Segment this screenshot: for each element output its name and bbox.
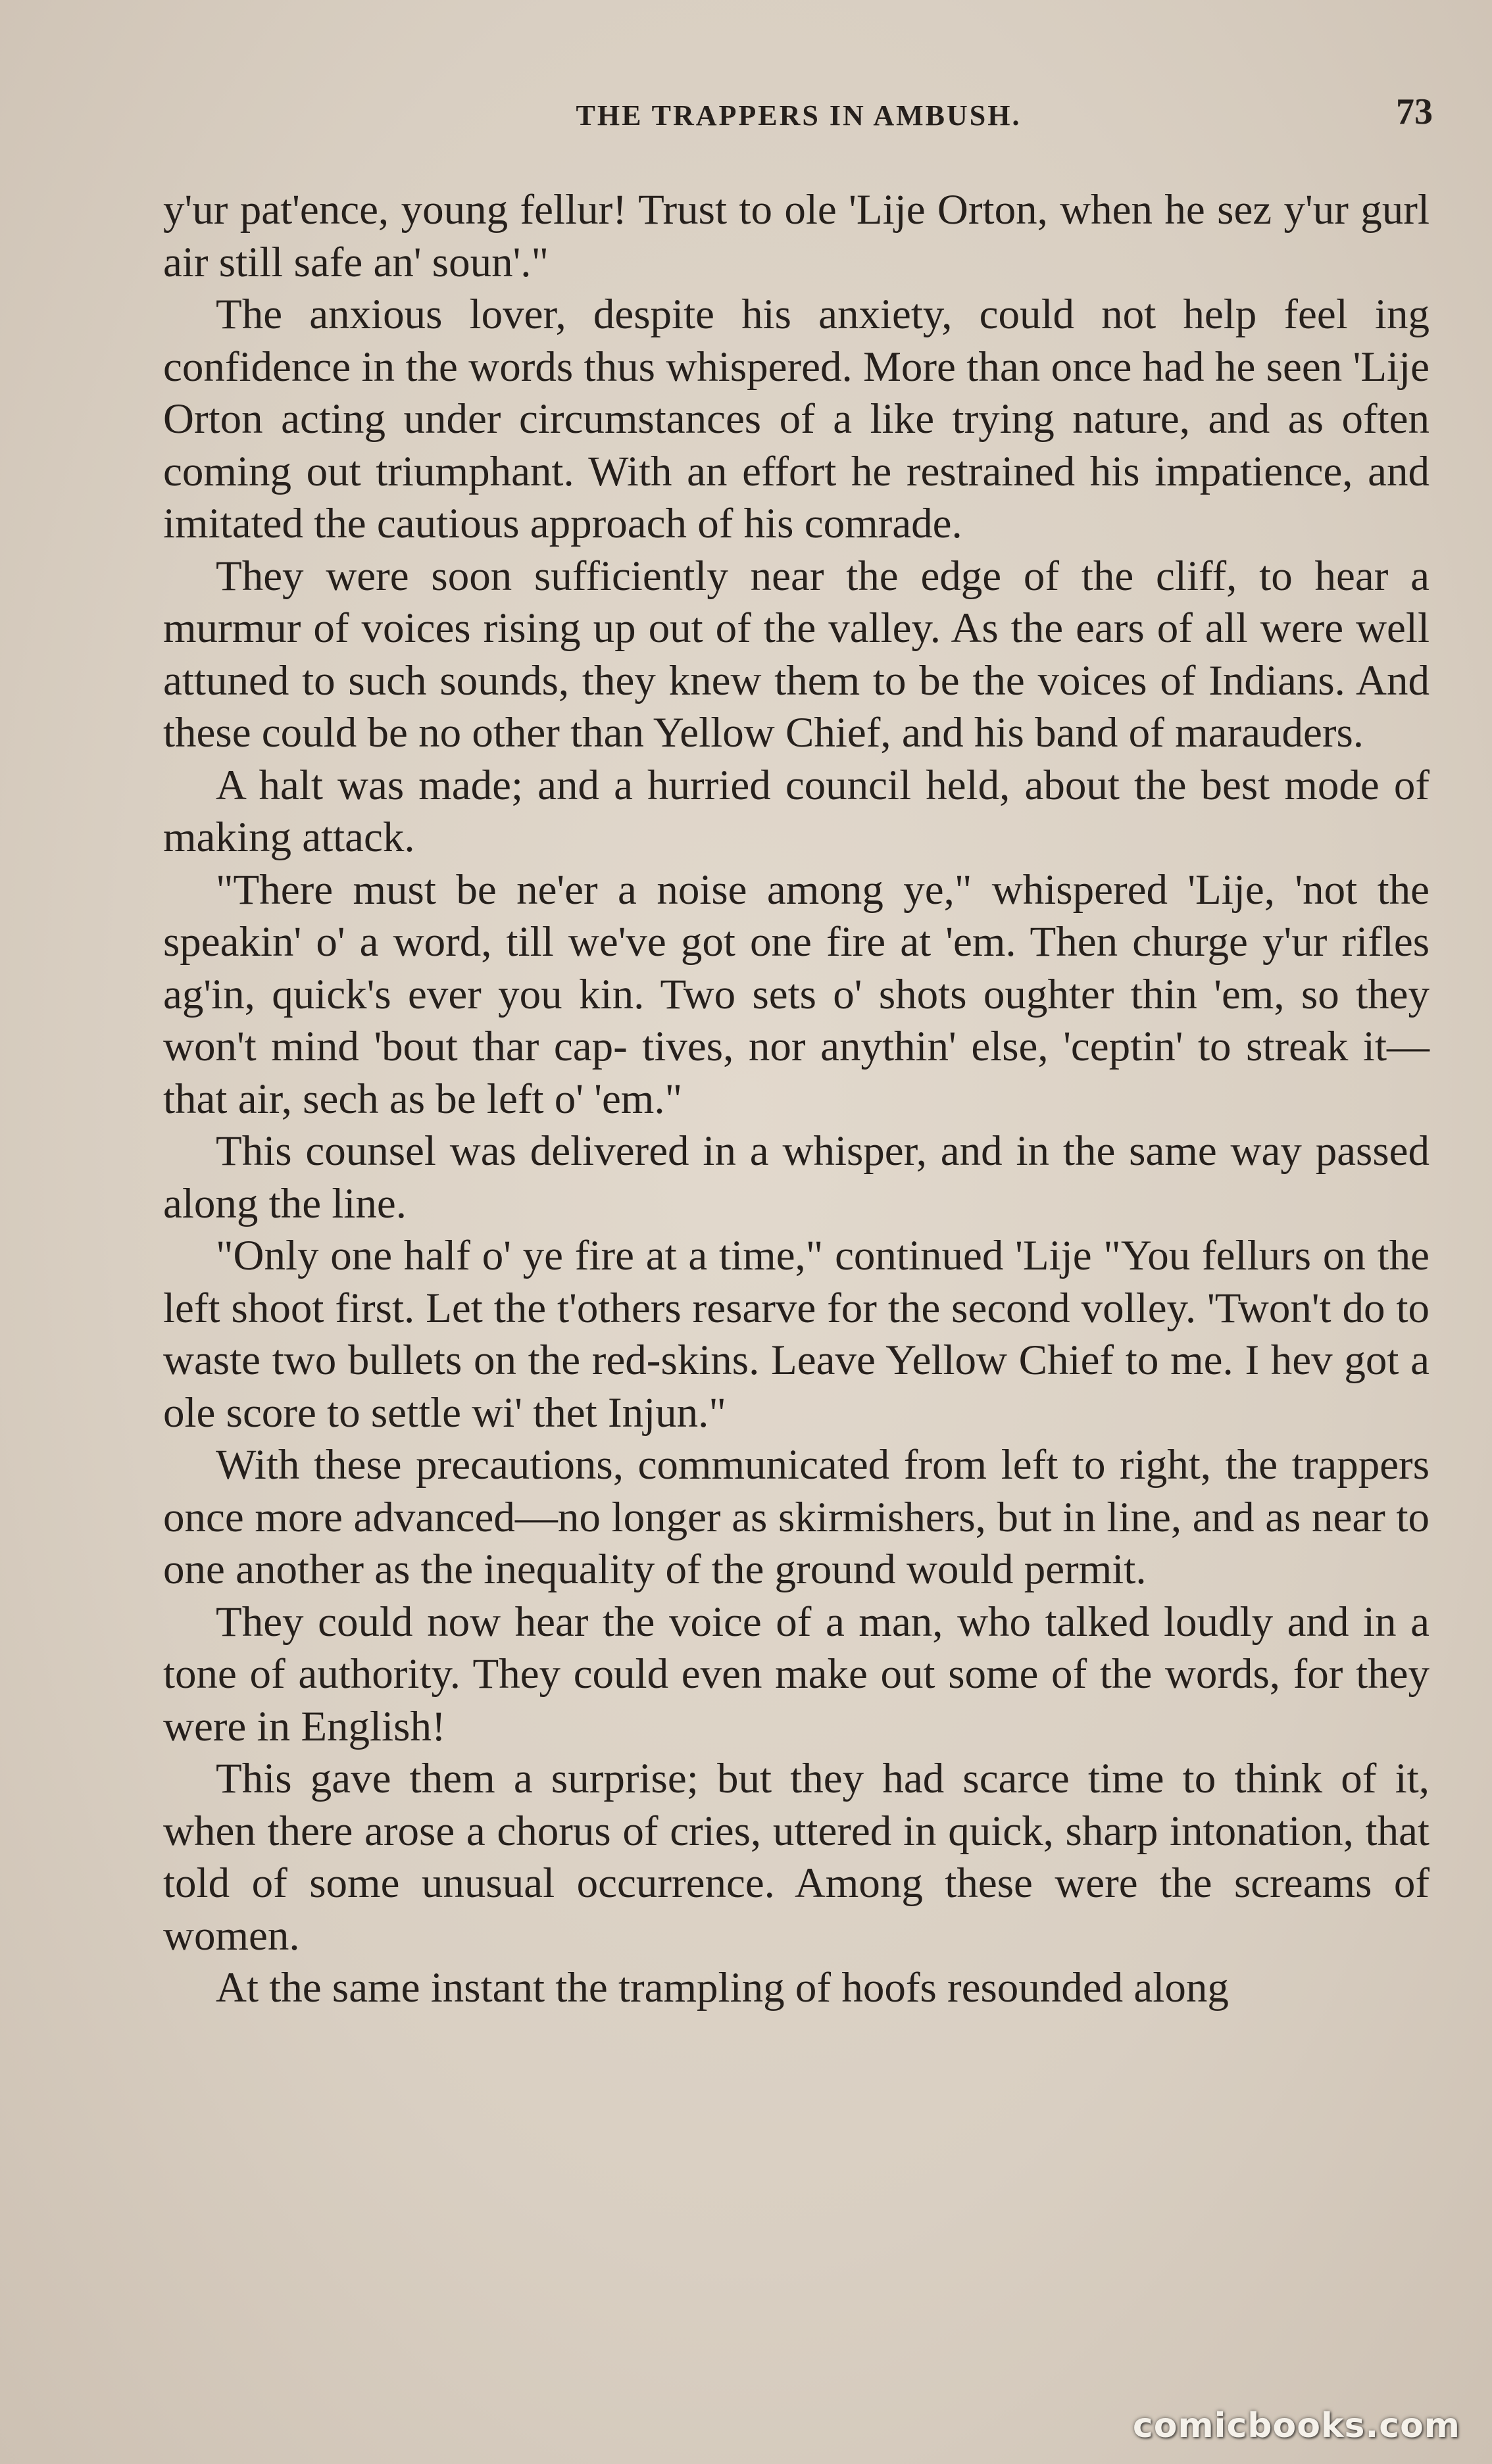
paragraph: This gave them a surprise; but they had scarce time to think of it, when there arose a chorus of cries, uttered in quick, sharp intonation, that told of some unusual occurrence. Among these were the screams of women. — [163, 1755, 1430, 1959]
paragraph: They were soon sufficiently near the edge of the cliff, to hear a murmur of voices rising up out of the valley. As the ears of all were well attuned to such sounds, they knew them to be the voices of Indians. And these could be no other than Yellow Chief, and his band of marauders. — [163, 552, 1430, 756]
paragraph: With these precautions, communicated from left to right, the trappers once more advanced—no longer as skirmishers, but in line, and as near to one another as the inequality of the ground would permit. — [163, 1441, 1430, 1593]
body-text — [163, 184, 1430, 2015]
paragraph: "There must be ne'er a noise among ye," whispered 'Lije, 'not the speakin' o' a word, till we've got one fire at 'em. Then churge y'ur rifles ag'in, quick's ever you kin. Two sets o' shots oughter thin 'em, so they won't mind 'bout thar cap- tives, nor anythin' else, 'ceptin' to streak it—that air, sech as be left o' 'em." — [163, 866, 1430, 1123]
page-number: 73 — [1396, 91, 1433, 132]
running-head: THE TRAPPERS IN AMBUSH. — [576, 99, 1022, 132]
paragraph: They could now hear the voice of a man, who talked loudly and in a tone of authority. They could even make out some of the words, for they were in English! — [163, 1598, 1430, 1750]
paragraph: The anxious lover, despite his anxiety, could not help feel ing confidence in the words thus whispered. More than once had he seen 'Lije Orton acting under circumstances of a like trying nature, and as often coming out triumphant. With an effort he restrained his impatience, and imitated the cautious approach of his comrade. — [163, 291, 1430, 547]
site-watermark: comicbooks.com — [1132, 2406, 1460, 2446]
paragraph: "Only one half o' ye fire at a time," continued 'Lije "You fellurs on the left shoot first. Let the t'others resarve for the second volley. 'Twon't do to waste two bullets on the red-skins. Leave Yellow Chief to me. I hev got a ole score to settle wi' thet Injun." — [163, 1232, 1430, 1437]
page-header — [164, 86, 1433, 145]
paragraph: This counsel was delivered in a whisper, and in the same way passed along the line. — [163, 1127, 1430, 1227]
paragraph: At the same instant the trampling of hoofs resounded along — [216, 1964, 1229, 2011]
paragraph: y'ur pat'ence, young fellur! Trust to ole 'Lije Orton, when he sez y'ur gurl air still safe an' soun'." — [163, 186, 1430, 286]
bleed-through-text — [0, 20, 1492, 59]
paragraph: A halt was made; and a hurried council held, about the best mode of making attack. — [163, 761, 1430, 861]
